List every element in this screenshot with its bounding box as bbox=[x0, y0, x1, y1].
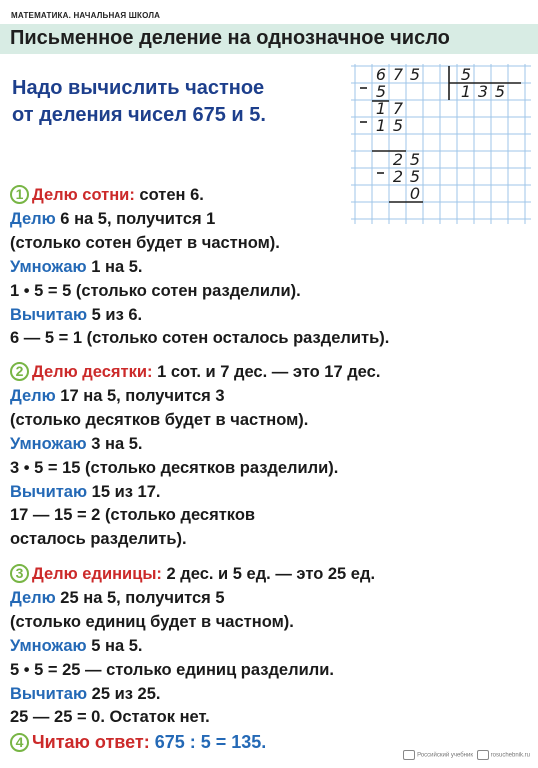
step-1-line bbox=[10, 256, 389, 280]
step-text: (столько сотен будет в частном). bbox=[10, 233, 280, 252]
step-1-line bbox=[10, 208, 389, 232]
step-3-line bbox=[10, 683, 375, 707]
step-2-line bbox=[10, 528, 380, 552]
step-3-line bbox=[10, 706, 375, 730]
remainder-17-digit-1: 1 bbox=[375, 99, 387, 118]
step-text: 1 • 5 = 5 (столько сотен разделили). bbox=[10, 281, 301, 300]
step-1-line bbox=[10, 280, 389, 304]
step-text: 6 — 5 = 1 (столько сотен осталось разделить). bbox=[10, 329, 390, 348]
step-3-line bbox=[10, 611, 375, 635]
step-2-line bbox=[10, 433, 380, 457]
remainder-25-digit-2: 2 bbox=[392, 150, 404, 169]
answer-equation: 675 : 5 = 135. bbox=[154, 732, 267, 752]
publisher-logo-icon bbox=[403, 750, 415, 760]
subtrahend-1: 5 bbox=[375, 82, 387, 101]
step-keyword: Делю единицы: bbox=[32, 565, 162, 583]
step-1-line bbox=[10, 232, 389, 256]
step-keyword: Делю сотни: bbox=[32, 186, 135, 204]
remainder-17-digit-7: 7 bbox=[392, 99, 404, 118]
footer-site: rosuchebnik.ru bbox=[490, 752, 530, 759]
step-3-line bbox=[10, 659, 375, 683]
step-text: 17 — 15 = 2 (столько десятков bbox=[10, 506, 256, 525]
step-number-3: 3 bbox=[10, 564, 29, 583]
step-text: 5 из 6. bbox=[87, 305, 143, 324]
step-1-line bbox=[10, 184, 389, 208]
step-3-line bbox=[10, 587, 375, 611]
quotient-digit-5: 5 bbox=[494, 82, 506, 101]
step-3-line bbox=[10, 635, 375, 659]
step-2-line bbox=[10, 481, 380, 505]
step-2 bbox=[10, 361, 380, 552]
step-keyword: Делю bbox=[10, 386, 56, 405]
dividend-digit-6: 6 bbox=[375, 65, 387, 84]
step-3 bbox=[10, 563, 375, 730]
remainder-25-digit-5: 5 bbox=[409, 150, 421, 169]
step-number-2: 2 bbox=[10, 362, 29, 381]
answer-label: Читаю ответ: bbox=[32, 732, 150, 752]
step-text: 2 дес. и 5 ед. — это 25 ед. bbox=[161, 565, 376, 583]
step-text: 5 • 5 = 25 — столько единиц разделили. bbox=[10, 660, 334, 679]
step-2-line bbox=[10, 361, 380, 385]
step-2-line bbox=[10, 409, 380, 433]
intro-line-2: от деления чисел 675 и 5. bbox=[12, 104, 266, 126]
step-keyword: Умножаю bbox=[10, 434, 87, 453]
step-keyword: Вычитаю bbox=[10, 482, 88, 501]
step-2-line bbox=[10, 504, 380, 528]
footer bbox=[401, 750, 530, 760]
step-keyword: Делю bbox=[10, 588, 56, 607]
step-text: 3 на 5. bbox=[86, 434, 143, 453]
step-text: сотен 6. bbox=[134, 186, 204, 204]
step-text: 6 на 5, получится 1 bbox=[55, 209, 216, 228]
intro-text bbox=[12, 75, 266, 129]
step-keyword: Вычитаю bbox=[10, 305, 88, 324]
step-text: 25 — 25 = 0. Остаток нет. bbox=[10, 708, 210, 727]
web-icon bbox=[477, 750, 489, 760]
subtrahend-25-digit-2: 2 bbox=[392, 167, 404, 186]
step-number-1: 1 bbox=[10, 185, 29, 204]
step-keyword: Делю bbox=[10, 209, 56, 228]
step-text: (столько десятков будет в частном). bbox=[10, 410, 309, 429]
step-number-4: 4 bbox=[10, 733, 29, 752]
page-title: Письменное деление на однозначное число bbox=[10, 27, 450, 49]
step-keyword: Умножаю bbox=[10, 257, 87, 276]
step-2-line bbox=[10, 457, 380, 481]
step-keyword: Умножаю bbox=[10, 636, 87, 655]
step-3-line bbox=[10, 563, 375, 587]
step-text: 1 сот. и 7 дес. — это 17 дес. bbox=[152, 363, 381, 381]
step-1-line bbox=[10, 327, 389, 351]
quotient-digit-3: 3 bbox=[477, 82, 489, 101]
step-2-line bbox=[10, 385, 380, 409]
step-keyword: Вычитаю bbox=[10, 684, 88, 703]
step-text: 1 на 5. bbox=[86, 257, 143, 276]
step-text: 5 на 5. bbox=[86, 636, 143, 655]
answer-line bbox=[10, 731, 266, 755]
footer-publisher: Российский учебник bbox=[417, 752, 473, 759]
step-text: 15 из 17. bbox=[87, 482, 161, 501]
divisor: 5 bbox=[460, 65, 472, 84]
dividend-digit-7: 7 bbox=[392, 65, 404, 84]
subtrahend-25-digit-5: 5 bbox=[409, 167, 421, 186]
step-text: (столько единиц будет в частном). bbox=[10, 612, 294, 631]
subtrahend-15-digit-5: 5 bbox=[392, 116, 404, 135]
step-text: 3 • 5 = 15 (столько десятков разделили). bbox=[10, 458, 339, 477]
step-text: осталось разделить). bbox=[10, 530, 187, 549]
intro-line-1: Надо вычислить частное bbox=[12, 77, 265, 99]
step-text: 17 на 5, получится 3 bbox=[55, 386, 225, 405]
step-text: 25 из 25. bbox=[87, 684, 161, 703]
step-1 bbox=[10, 184, 389, 351]
step-1-line bbox=[10, 304, 389, 328]
subject-label: МАТЕМАТИКА. НАЧАЛЬНАЯ ШКОЛА bbox=[11, 11, 161, 20]
dividend-digit-5: 5 bbox=[409, 65, 421, 84]
step-keyword: Делю десятки: bbox=[32, 363, 153, 381]
subtrahend-15-digit-1: 1 bbox=[375, 116, 387, 135]
final-remainder: 0 bbox=[409, 184, 421, 203]
quotient-digit-1: 1 bbox=[460, 82, 472, 101]
step-text: 25 на 5, получится 5 bbox=[55, 588, 225, 607]
